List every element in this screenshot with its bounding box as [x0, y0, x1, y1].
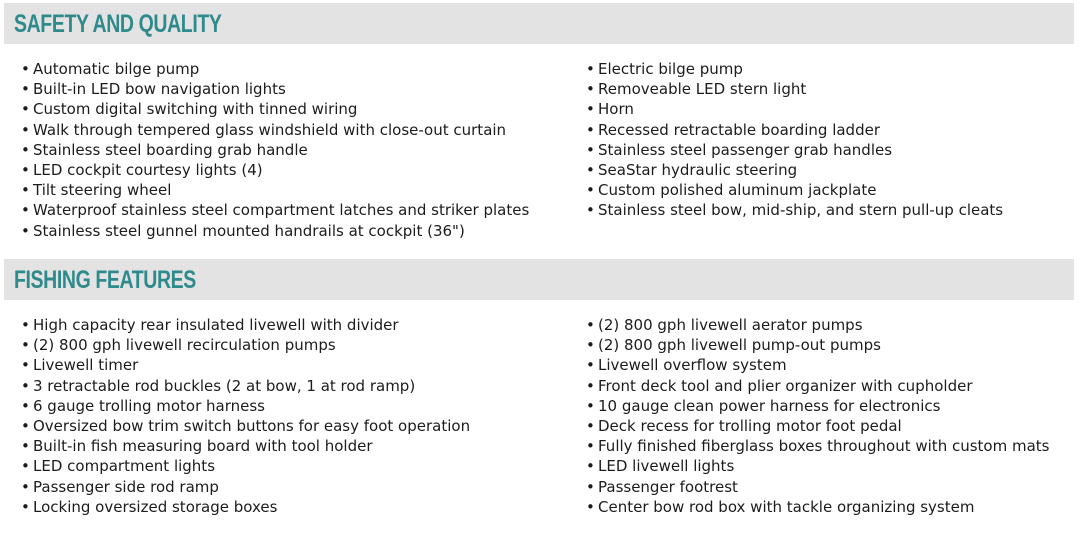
- list-item: • 3 retractable rod buckles (2 at bow, 1 at rod ramp): [21, 376, 470, 396]
- section-header: [4, 259, 1074, 300]
- list-item: • Passenger footrest: [586, 477, 1049, 497]
- list-item: • 10 gauge clean power harness for electronics: [586, 396, 1049, 416]
- section-title: SAFETY AND QUALITY: [14, 10, 222, 38]
- list-item: • Deck recess for trolling motor foot pedal: [586, 416, 1049, 436]
- list-item: • Automatic bilge pump: [21, 59, 529, 79]
- list-item: • High capacity rear insulated livewell with divider: [21, 315, 470, 335]
- list-item: • Oversized bow trim switch buttons for easy foot operation: [21, 416, 470, 436]
- list-item: • Waterproof stainless steel compartment latches and striker plates: [21, 200, 529, 220]
- section-title: FISHING FEATURES: [14, 266, 196, 294]
- list-item: • Fully finished fiberglass boxes throughout with custom mats: [586, 436, 1049, 456]
- list-item: • Stainless steel boarding grab handle: [21, 140, 529, 160]
- list-item: • Recessed retractable boarding ladder: [586, 120, 1003, 140]
- list-item: • Locking oversized storage boxes: [21, 497, 470, 517]
- list-item: • Center bow rod box with tackle organizing system: [586, 497, 1049, 517]
- section-fishing-features: [0, 259, 1080, 529]
- list-item: • Tilt steering wheel: [21, 180, 529, 200]
- list-item: • Horn: [586, 99, 1003, 119]
- list-item: • Passenger side rod ramp: [21, 477, 470, 497]
- list-item: • Stainless steel passenger grab handles: [586, 140, 1003, 160]
- list-item: • Built-in LED bow navigation lights: [21, 79, 529, 99]
- list-item: • Front deck tool and plier organizer with cupholder: [586, 376, 1049, 396]
- list-item: • Built-in fish measuring board with tool holder: [21, 436, 470, 456]
- feature-list-right: [586, 315, 1049, 517]
- list-item: • (2) 800 gph livewell recirculation pumps: [21, 335, 470, 355]
- list-item: • LED livewell lights: [586, 456, 1049, 476]
- list-item: • (2) 800 gph livewell pump-out pumps: [586, 335, 1049, 355]
- list-item: • Stainless steel bow, mid-ship, and stern pull-up cleats: [586, 200, 1003, 220]
- section-header: [4, 3, 1074, 44]
- list-item: • Custom digital switching with tinned wiring: [21, 99, 529, 119]
- list-item: • Stainless steel gunnel mounted handrails at cockpit (36"): [21, 221, 529, 241]
- list-item: • Livewell overflow system: [586, 355, 1049, 375]
- list-item: • Livewell timer: [21, 355, 470, 375]
- list-item: • Walk through tempered glass windshield with close-out curtain: [21, 120, 529, 140]
- section-safety-quality: [0, 3, 1080, 248]
- list-item: • LED cockpit courtesy lights (4): [21, 160, 529, 180]
- list-item: • SeaStar hydraulic steering: [586, 160, 1003, 180]
- feature-list-left: [21, 315, 470, 517]
- feature-list-right: [586, 59, 1003, 221]
- list-item: • 6 gauge trolling motor harness: [21, 396, 470, 416]
- feature-list-left: [21, 59, 529, 241]
- list-item: • Removeable LED stern light: [586, 79, 1003, 99]
- list-item: • LED compartment lights: [21, 456, 470, 476]
- list-item: • (2) 800 gph livewell aerator pumps: [586, 315, 1049, 335]
- list-item: • Custom polished aluminum jackplate: [586, 180, 1003, 200]
- list-item: • Electric bilge pump: [586, 59, 1003, 79]
